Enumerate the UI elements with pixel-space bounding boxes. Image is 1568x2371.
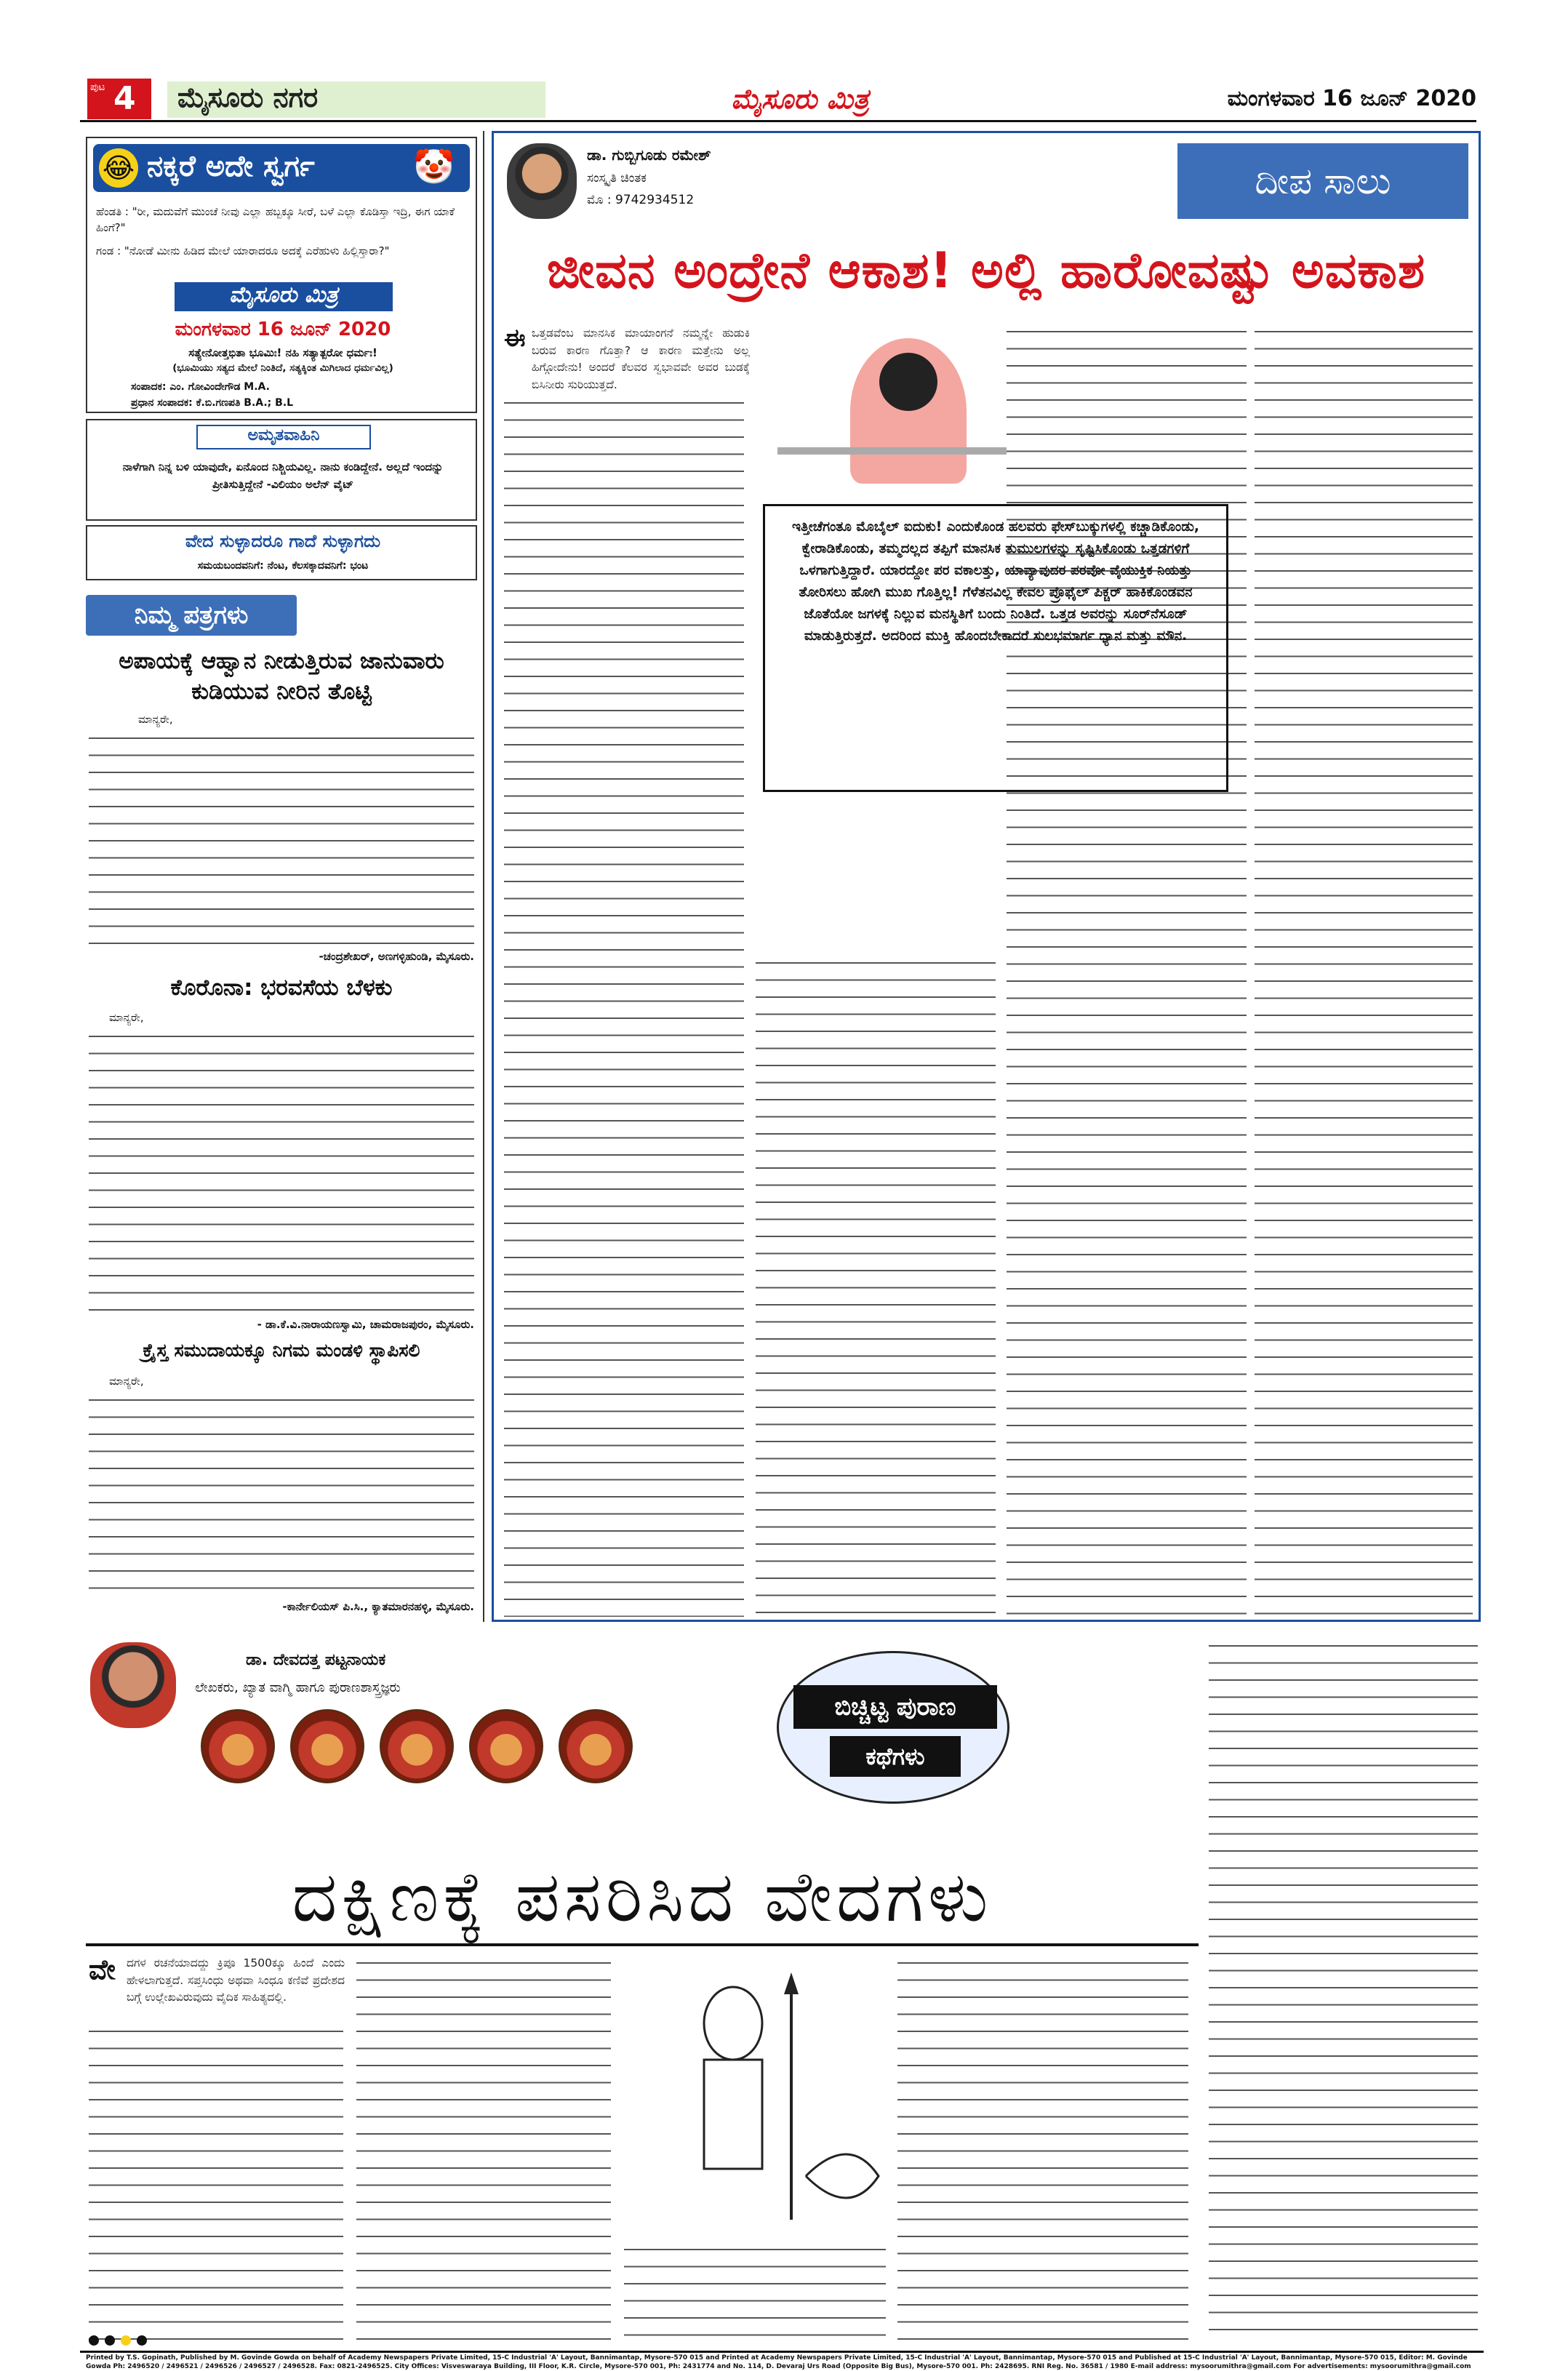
- letter3-sign: -ಕಾರ್ನೇಲಿಯಸ್ ಪಿ.ಸಿ., ಕ್ಯಾತಮಾರನಹಳ್ಳಿ, ಮೈಸೂರು.: [282, 1600, 474, 1613]
- deity-drawing-icon: [624, 1958, 886, 2234]
- registration-dots: [86, 2335, 1482, 2349]
- bottom-col2-body: [356, 1955, 611, 2343]
- register-dot-icon: [121, 2335, 131, 2346]
- veda-title: ವೇದ ಸುಳ್ಳಾದರೂ ಗಾದೆ ಸುಳ್ಳಾಗದು: [185, 531, 381, 551]
- letter3-title: ಕ್ರೈಸ್ತ ಸಮುದಾಯಕ್ಕೂ ನಿಗಮ ಮಂಡಳಿ ಸ್ಥಾಪಿಸಲಿ: [143, 1340, 420, 1361]
- mask-icon: [559, 1709, 633, 1783]
- register-dot-icon: [105, 2335, 115, 2346]
- pull-quote-text: ಇತ್ತೀಚೆಗಂತೂ ಮೊಬೈಲ್ ಐದುಕು! ಎಂದುಕೊಂಡ ಹಲವರು ಫೇಸ್‌ಬುಕ್ಕುಗಳಲ್ಲಿ ಕಚ್ಚಾಡಿಕೊಂಡು, ಕ್ವೇರಾಡಿಕೊಂಡು, ತಮ್ಮದಲ್ಲದ ತಪ್ಪಿಗೆ ಮಾನಸಿಕ ತುಮುಲಗಳನ್ನು ಸೃಷ್ಟಿಸಿಕೊಂಡು ಒತ್ತಡಗಳಿಗೆ ಒಳಗಾಗುತ್ತಿದ್ದಾರೆ. ಯಾರದ್ದೋ ಪರ ವಕಾಲತ್ತು, ಯಾವ್ಯಾವುದರ ಪರವೋ ವೈಯುಕ್ತಿಕ ನಿಯತ್ತು ತೋರಿಸಲು ಹೋಗಿ ಮುಖ ಗೊತ್ತಿಲ್ಲ! ಗೆಳೆತನವಿಲ್ಲ ಕೇವಲ ಪ್ರೊಫೈಲ್ ಪಿಕ್ಚರ್ ಹಾಕಿಕೊಂಡವನ ಜೊತೆಯೋ ಜಗಳಕ್ಕೆ ನಿಲ್ಲುವ ಮನಸ್ಥಿತಿಗೆ ಬಂದು ನಿಂತಿದೆ. ಒತ್ತಡ ಅವರನ್ನು ಸೂರ್‌ನೆಸೂಡ್ ಮಾಡುತ್ತಿರುತ್ತದೆ. ಅದರಿಂದ ಮುಕ್ತಿ ಹೊಂದಬೇಕಾದರೆ ಸುಲಭಮಾರ್ಗ ಧ್ಯಾನ ಮತ್ತು ಮೌನ.: [792, 519, 1199, 644]
- editor-line: ಸಂಪಾದಕ: ಎಂ. ಗೋವಿಂದೇಗೌಡ M.A.: [131, 381, 270, 393]
- mask-icon: [469, 1709, 543, 1783]
- main-col1-body: [504, 395, 744, 1617]
- column-divider: [483, 131, 484, 1622]
- mask-icon: [380, 1709, 454, 1783]
- deity-illustration: [624, 1958, 886, 2234]
- amrutha-text: ನಾಳೆಗಾಗಿ ನಿನ್ನ ಬಳಿ ಯಾವುದೇ, ಏನೊಂದ ನಿಶ್ಚಿಯವಿಲ್ಲ. ನಾನು ಕಂಡಿದ್ದೇನೆ. ಅಲ್ಲದೆ ಇಂದನ್ನು ಪ್ರೀತಿಸುತ್ತಿದ್ದೇನೆ -ವಿಲಿಯಂ ಅಲೆನ್ ವೈಟ್: [122, 460, 444, 491]
- main-col4-body: [1255, 324, 1473, 1617]
- main-lead-text: ಒತ್ತಡವೆಂಬ ಮಾನಸಿಕ ಮಾಯಾಂಗನೆ ನಮ್ಮನ್ನೇ ಹುಡುಕಿ ಬರುವ ಕಾರಣ ಗೊತ್ತಾ? ಆ ಕಾರಣ ಮತ್ತೇನು ಅಲ್ಲ ಹಿಗ್ಗೋದೇನು! ಅಂದರೆ ಕೆಲವರ ಸ್ವಭಾವವೇ ಅವರ ಬುಡಕ್ಕೆ ಬಿಸಿನೀರು ಸುರಿಯುತ್ತದೆ.: [532, 327, 750, 391]
- page-number: 4: [113, 80, 136, 117]
- amrutha-box: [86, 419, 477, 521]
- section-name: ಮೈಸೂರು ನಗರ: [167, 81, 545, 118]
- headline-rule: [86, 1943, 1199, 1946]
- bottom-right-col-body: [1209, 1638, 1478, 2345]
- amrutha-title: ಅಮೃತವಾಹಿನಿ: [196, 425, 371, 449]
- masthead-small: ಮೈಸೂರು ಮಿತ್ರ: [175, 282, 393, 311]
- author-role: ಸಂಸ್ಕೃತಿ ಚಿಂತಕ: [587, 171, 647, 185]
- bottom-author-role: ಲೇಖಕರು, ಖ್ಯಾತ ವಾಗ್ಮಿ ಹಾಗೂ ಪುರಾಣಶಾಸ್ತ್ರಜ್ಞರು: [195, 1680, 401, 1695]
- letter2-title: ಕೊರೊನಾ: ಭರವಸೆಯ ಬೆಳಕು: [170, 975, 393, 1001]
- main-article-box: [492, 131, 1481, 1622]
- bottom-column-name-2: ಕಥೆಗಳು: [830, 1736, 961, 1777]
- letter2-salute: ಮಾನ್ಯರೇ,: [109, 1011, 144, 1024]
- header-date: ಮಂಗಳವಾರ 16 ಜೂನ್ 2020: [1227, 86, 1476, 111]
- joke-line-2: ಗಂಡ : "ನೋಡೆ ಮೀನು ಹಿಡಿದ ಮೇಲೆ ಯಾರಾದರೂ ಅದಕ್ಕೆ ಎರೆಹುಳು ಹಿಲ್ಲಿಸ್ತಾರಾ?": [96, 244, 390, 257]
- register-dot-icon: [89, 2335, 99, 2346]
- bottom-headline: ದಕ್ಷಿಣಕ್ಕೆ ಪಸರಿಸಿದ ವೇದಗಳು: [292, 1856, 993, 1938]
- bottom-lead-char: ವೇ: [89, 1954, 116, 1986]
- author-name: ಡಾ. ಗುಬ್ಬಿಗೂಡು ರಮೇಶ್: [587, 146, 711, 164]
- bottom-col3-body: [624, 2242, 886, 2343]
- joke-title-bar: [93, 144, 470, 192]
- footer-rule: [80, 2351, 1484, 2353]
- author-phone: ಮೊ : 9742934512: [587, 193, 695, 207]
- letter2-body: [89, 1028, 474, 1315]
- page-header: [80, 79, 1476, 122]
- laughing-face-icon: 😂: [99, 148, 138, 188]
- author-photo: [507, 143, 577, 219]
- bottom-author-name: ಡಾ. ದೇವದತ್ತ ಪಟ್ಟನಾಯಕ: [246, 1651, 386, 1669]
- bottom-column-name-1: ಬಿಚ್ಚಿಟ್ಟ ಪುರಾಣ: [793, 1685, 997, 1729]
- main-headline: ಜೀವನ ಅಂದ್ರೇನೆ ಆಕಾಶ! ಅಲ್ಲಿ ಹಾರೋವಷ್ಟು ಅವಕಾಶ: [546, 242, 1426, 300]
- pull-quote-box: [763, 504, 1228, 792]
- bottom-col1-body: [89, 2023, 343, 2343]
- bottom-lead-text: ದಗಳ ರಚನೆಯಾದದ್ದು ಕ್ರಿಪೂ 1500ಕ್ಕೂ ಹಿಂದೆ ಎಂದು ಹೇಳಲಾಗುತ್ತದೆ. ಸಪ್ತಸಿಂಧು ಅಥವಾ ಸಿಂಧೂ ಕಣಿವೆ ಪ್ರದೇಶದ ಬಗ್ಗೆ ಉಲ್ಲೇಖವಿರುವುದು ವೈದಿಕ ಸಾಹಿತ್ಯದಲ್ಲಿ.: [127, 1956, 345, 2004]
- bottom-col4-body: [897, 1955, 1188, 2343]
- footer-imprint: Printed by T.S. Gopinath, Published by M. Govinde Gowda on behalf of Academy Newspapers Private Limited, 15-C Industrial 'A' Layout, Bannimantap, Mysore-570 015 and Printed at Academy Newspapers Private Limited, 15-C Industrial 'A' Layout, Bannimantap, Mysore-570 015 and Published at 15-C Industrial 'A' Layout, Bannimantap, Mysore-570 015, Editor: M. Govinde Gowda Ph: 2496520 / 2496521 / 2496526 / 2496527 / 2496528. Fax: 0821-2496525. City Offices: Visveswaraya Building, III Floor, K.R. Circle, Mysore-570 001, Ph: 2431774 and No. 114, D. Devaraj Urs Road (Opposite Big Bus), Mysore-570 001. Ph: 2428695. RNI Reg. No. 36581 / 1980 E-mail address: mysoorumithra@gmail.com For advertisements: mysoorumithra@gmail.com: [86, 2354, 1471, 2370]
- letter1-sign: -ಚಂದ್ರಶೇಖರ್, ಅಣಗಳ್ಳಿಹುಂಡಿ, ಮೈಸೂರು.: [319, 950, 474, 963]
- bottom-column-badge: [777, 1651, 1009, 1804]
- letter2-sign: - ಡಾ.ಕೆ.ವಿ.ನಾರಾಯಣಸ್ವಾಮಿ, ಚಾಮರಾಜಪುರಂ, ಮೈಸೂರು.: [257, 1318, 474, 1331]
- column-name: ದೀಪ ಸಾಲು: [1177, 143, 1468, 219]
- masthead: ಮೈಸೂರು ಮಿತ್ರ: [731, 83, 869, 115]
- letter1-body: [89, 730, 474, 948]
- motto-sub: (ಭೂಮಿಯು ಸತ್ಯದ ಮೇಲೆ ನಿಂತಿದೆ, ಸತ್ಯಕ್ಕಿಂತ ಮಿಗಿಲಾದ ಧರ್ಮವಿಲ್ಲ): [172, 362, 393, 374]
- mask-strip: [195, 1709, 719, 1789]
- veda-text: ಸಮಯಬಂದವನಿಗೆ: ನೆಂಟ, ಕೆಲಸಕ್ಕಾದವನಿಗೆ: ಭಂಟ: [197, 560, 369, 572]
- veda-box: [86, 525, 477, 580]
- main-col2-body: [756, 955, 996, 1617]
- letter1-title: ಅಪಾಯಕ್ಕೆ ಆಹ್ವಾನ ನೀಡುತ್ತಿರುವ ಜಾನುವಾರು ಕುಡಿಯುವ ನೀರಿನ ತೊಟ್ಟಿ: [119, 648, 444, 705]
- bottom-article-box: [86, 1638, 1199, 2368]
- main-lead-char: ಈ: [504, 324, 526, 353]
- letters-banner: [86, 588, 477, 640]
- joke-box: [86, 137, 477, 413]
- motto: ಸತ್ಯೇನೋತ್ತಭಿತಾ ಭೂಮಿಃ! ನಹಿ ಸತ್ಯಾತ್ಪರೋ ಧರ್ಮಃ!: [188, 346, 377, 359]
- letters-title: ನಿಮ್ಮ ಪತ್ರಗಳು: [86, 595, 297, 636]
- page-label: ಪುಟ: [90, 81, 105, 93]
- mask-icon: [290, 1709, 364, 1783]
- joke-line-1: ಹೆಂಡತಿ : "ರೀ, ಮದುವೆಗೆ ಮುಂಚೆ ನೀವು ಎಲ್ಲಾ ಹಬ್ಬಕ್ಕೂ ಸೀರೆ, ಬಳೆ ಎಲ್ಲಾ ಕೊಡಿಸ್ತಾ ಇದ್ರಿ, ಈಗ ಯಾಕೆ ಹಿಂಗೆ?": [96, 205, 455, 234]
- register-dot-icon: [137, 2335, 147, 2346]
- mask-icon: [201, 1709, 275, 1783]
- letter3-body: [89, 1392, 474, 1597]
- letter1-salute: ಮಾನ್ಯರೇ,: [138, 713, 173, 726]
- bottom-author-photo: [90, 1642, 176, 1728]
- page-number-box: [87, 79, 151, 119]
- date-small: ಮಂಗಳವಾರ 16 ಜೂನ್ 2020: [175, 319, 391, 340]
- pub-editor-line: ಪ್ರಧಾನ ಸಂಪಾದಕ: ಕೆ.ಬಿ.ಗಣಪತಿ B.A.; B.L: [131, 397, 294, 409]
- joke-title: ನಕ್ಕರೆ ಅದೇ ಸ್ವರ್ಗ: [147, 150, 315, 183]
- scarecrow-icon: 🤡: [413, 147, 455, 186]
- letter3-salute: ಮಾನ್ಯರೇ,: [109, 1375, 144, 1388]
